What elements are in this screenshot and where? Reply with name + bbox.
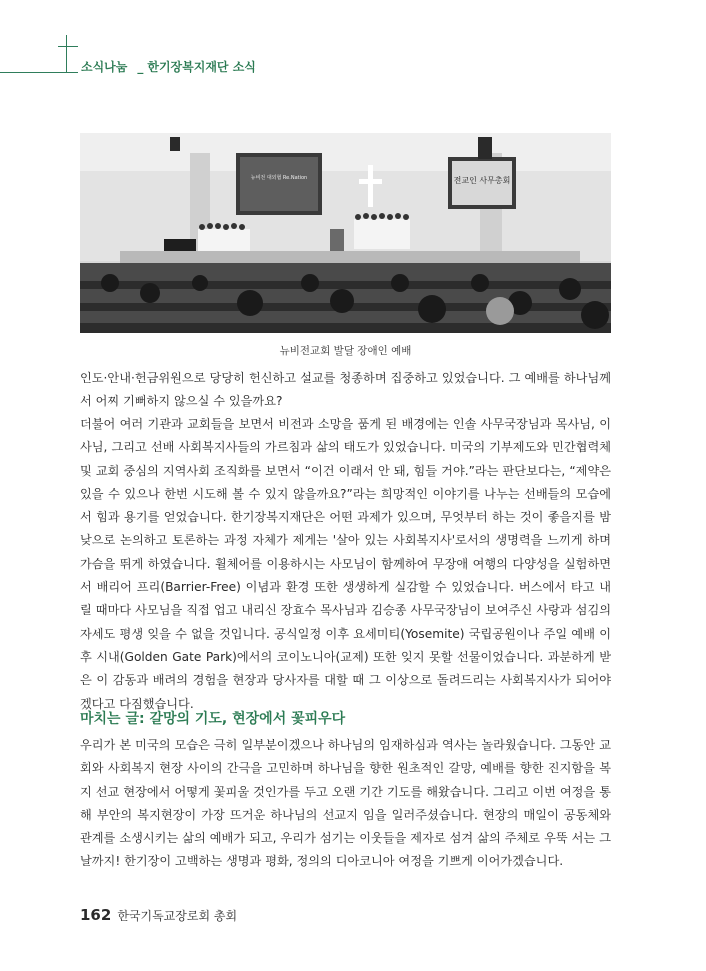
page-footer bbox=[80, 906, 237, 924]
left-screen-text: 뉴비전 대외협 Re.Nation bbox=[250, 175, 308, 181]
publication-name: 한국기독교장로회 총회 bbox=[117, 909, 238, 923]
header-rule bbox=[0, 72, 78, 73]
right-screen-text: 전교인 사무총회 bbox=[453, 176, 511, 185]
header-cross-bar bbox=[58, 46, 78, 47]
church-worship-photo bbox=[80, 133, 611, 333]
paragraph-3: 우리가 본 미국의 모습은 극히 일부분이겠으나 하나님의 임재하심과 역사는 놀라웠습니다. 그동안 교회와 사회복지 현장 사이의 간극을 고민하며 하나님을 향한 원초적인 갈망, 예배를 향한 진지함을 복지 선교 현장에서 어떻게 꽃피울 것인가를 두고 오랜 기간 기도를 해왔습니다. 그리고 이번 여정을 통해 부안의 복지현장이 가장 뜨거운 하나님의 선교지 임을 일러주셨습니다. 현장의 매일이 공동체와 관계를 소생시키는 삶의 예배가 되고, 우리가 섬기는 이웃들을 제자로 섬겨 삶의 주체로 우뚝 서는 그날까지! 한기장이 고백하는 생명과 평화, 정의의 디아코니아 여정을 기쁘게 이어가겠습니다. bbox=[80, 738, 611, 869]
header-subtitle: 한기장복지재단 소식 bbox=[147, 60, 256, 74]
page-number: 162 bbox=[80, 906, 112, 924]
header-cross-icon bbox=[66, 35, 67, 73]
paragraph-2: 더불어 여러 기관과 교회들을 보면서 비전과 소망을 품게 된 배경에는 인솔 사무국장님과 목사님, 이사님, 그리고 선배 사회복지사들의 가르침과 삶의 태도가 있었습니다. 미국의 기부제도와 민간협력체 및 교회 중심의 지역사회 조직화를 보면서 “이건 이래서 안 돼, 힘들 거야.”라는 판단보다는, “제약은 있을 수 있으나 한번 시도해 볼 수 있지 않을까요?”라는 희망적인 이야기를 나누는 선배들의 모습에서 힘과 용기를 얻었습니다. 한기장복지재단은 어떤 과제가 있으며, 무엇부터 하는 것이 좋을지를 밤낮으로 논의하고 토론하는 과정 자체가 제게는 '살아 있는 사회복지사'로서의 생명력을 느끼게 하며 가슴을 뛰게 하였습니다. 휠체어를 이용하시는 사모님이 함께하여 무장애 여행의 다양성을 실험하면서 배리어 프리(Barrier-Free) 이념과 환경 또한 생생하게 실감할 수 있었습니다. 버스에서 타고 내릴 때마다 사모님을 직접 업고 내리신 장효수 목사님과 김승종 사무국장님이 보여주신 사랑과 섬김의 자세도 평생 잊을 수 없을 것입니다. 공식일정 이후 요세미티(Yosemite) 국립공원이나 주일 예배 이후 시내(Golden Gate Park)에서의 코이노니아(교제) 또한 잊지 못할 선물이었습니다. 과분하게 받은 이 감동과 배려의 경험을 현장과 당사자를 대할 때 그 이상으로 돌려드리는 사회복지사가 되어야겠다고 다짐했습니다. bbox=[80, 417, 611, 711]
section-heading: 마치는 글: 갈망의 기도, 현장에서 꽃피우다 bbox=[80, 711, 346, 727]
paragraph-1: 인도·안내·헌금위원으로 당당히 헌신하고 설교를 청종하며 집중하고 있었습니다. 그 예배를 하나님께서 어찌 기뻐하지 않으실 수 있을까요? bbox=[80, 371, 611, 409]
header-section: 소식나눔 bbox=[81, 60, 128, 74]
photo-caption: 뉴비전교회 발달 장애인 예배 bbox=[279, 345, 412, 357]
header-separator: _ bbox=[137, 60, 144, 74]
running-header bbox=[81, 58, 256, 75]
